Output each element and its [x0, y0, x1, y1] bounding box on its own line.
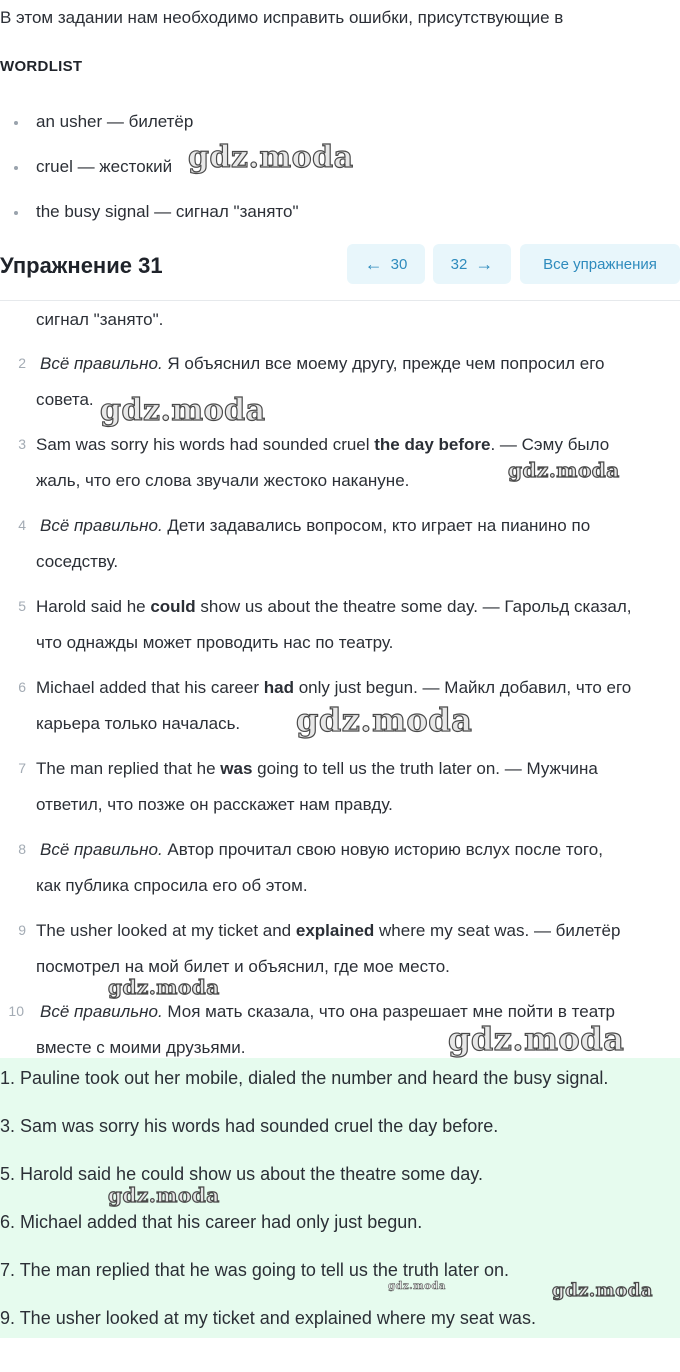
correct-mark: Всё правильно. [40, 840, 163, 859]
text-line: посмотрел на мой билет и объяснил, где мое место. [36, 957, 450, 976]
text-line: соседству. [36, 552, 119, 571]
answer-line: 3. Sam was sorry his words had sounded cruel the day before. [0, 1116, 499, 1136]
watermark-logo: gdz.moda [100, 393, 266, 428]
line-text: going to tell us the truth later on. — Мужчина [252, 759, 598, 778]
item-number: 9 [18, 922, 26, 938]
watermark-logo: gdz.moda [188, 140, 354, 175]
wordlist-title: WORDLIST [0, 58, 83, 75]
watermark-logo: gdz.moda [296, 701, 473, 739]
text-line [36, 759, 598, 779]
answer-line: 7. The man replied that he was going to tell us the truth later on. [0, 1260, 509, 1280]
text-line [36, 678, 631, 698]
highlight-text: was [220, 759, 253, 778]
correct-mark: Всё правильно. [40, 354, 163, 373]
watermark-logo: gdz.moda [552, 1280, 653, 1301]
answer-line: 6. Michael added that his career had only just begun. [0, 1212, 423, 1232]
prev-exercise-button[interactable] [347, 244, 425, 284]
highlight-text: could [150, 597, 196, 616]
line-text: Моя мать сказала, что она разрешает мне пойти в театр [162, 1002, 616, 1021]
wordlist-entry: cruel — жестокий [36, 157, 173, 176]
correct-mark: Всё правильно. [40, 516, 163, 535]
next-exercise-label: 32 [450, 255, 468, 273]
bullet-icon [14, 211, 18, 215]
text-line: вместе с моими друзьями. [36, 1038, 246, 1057]
item-number: 7 [18, 760, 26, 776]
arrow-right-icon: → [475, 254, 494, 274]
text-line [36, 597, 632, 617]
text-line [40, 354, 605, 374]
text-line: жаль, что его слова звучали жестоко накануне. [36, 471, 410, 490]
bullet-icon [14, 166, 18, 170]
line-text: Michael added that his career [36, 678, 264, 697]
line-text: Автор прочитал свою новую историю вслух после того, [162, 840, 603, 859]
item-number: 10 [8, 1003, 24, 1019]
item-number: 6 [18, 679, 26, 695]
line-text: Sam was sorry his words had sounded cruel [36, 435, 375, 454]
text-line: что однажды может проводить нас по театру. [36, 633, 394, 652]
line-text: . — Сэму было [490, 435, 610, 454]
text-line: ответил, что позже он расскажет нам правду. [36, 795, 393, 814]
watermark-logo: gdz.moda [108, 975, 220, 999]
line-text: The man replied that he [36, 759, 221, 778]
watermark-logo: gdz.moda [448, 1020, 625, 1058]
line-text: Дети задавались вопросом, кто играет на пианино по [162, 516, 591, 535]
highlight-text: the day before [374, 435, 491, 454]
intro-text: В этом задании нам необходимо исправить ошибки, присутствующие в [0, 8, 564, 27]
text-line: сигнал "занято". [36, 310, 164, 329]
text-line [40, 840, 603, 860]
line-text: show us about the theatre some day. — Гарольд сказал, [195, 597, 632, 616]
watermark-logo: gdz.moda [388, 1281, 446, 1292]
exercise-header [0, 244, 680, 301]
item-number: 5 [18, 598, 26, 614]
text-line [36, 435, 609, 455]
text-line: карьера только началась. [36, 714, 241, 733]
watermark-logo: gdz.moda [108, 1183, 220, 1207]
highlight-text: had [263, 678, 294, 697]
text-line [40, 1002, 615, 1022]
highlight-text: explained [295, 921, 375, 940]
arrow-left-icon: ← [364, 254, 383, 274]
answer-line: 1. Pauline took out her mobile, dialed the number and heard the busy signal. [0, 1068, 609, 1088]
text-line: как публика спросила его об этом. [36, 876, 308, 895]
correct-mark: Всё правильно. [40, 1002, 163, 1021]
exercise-title: Упражнение 31 [0, 253, 163, 278]
watermark-logo: gdz.moda [508, 458, 620, 482]
answer-line: 5. Harold said he could show us about the theatre some day. [0, 1164, 483, 1184]
wordlist-entry: the busy signal — сигнал "занято" [36, 202, 299, 221]
prev-exercise-label: 30 [390, 255, 408, 273]
next-exercise-button[interactable] [433, 244, 511, 284]
line-text: The usher looked at my ticket and [36, 921, 296, 940]
line-text: only just begun. — Майкл добавил, что его [293, 678, 632, 697]
item-number: 8 [18, 841, 26, 857]
line-text: Я объяснил все моему другу, прежде чем попросил его [162, 354, 605, 373]
text-line: совета. [36, 390, 94, 409]
item-number: 3 [18, 436, 26, 452]
line-text: Harold said he [36, 597, 151, 616]
bullet-icon [14, 121, 18, 125]
item-number: 4 [18, 517, 26, 533]
all-exercises-button[interactable]: Все упражнения [520, 244, 680, 284]
text-line [40, 516, 590, 536]
item-number: 2 [18, 355, 26, 371]
line-text: where my seat was. — билетёр [374, 921, 621, 940]
wordlist-entry: an usher — билетёр [36, 112, 194, 131]
answer-line: 9. The usher looked at my ticket and explained where my seat was. [0, 1308, 536, 1328]
text-line [36, 921, 620, 941]
